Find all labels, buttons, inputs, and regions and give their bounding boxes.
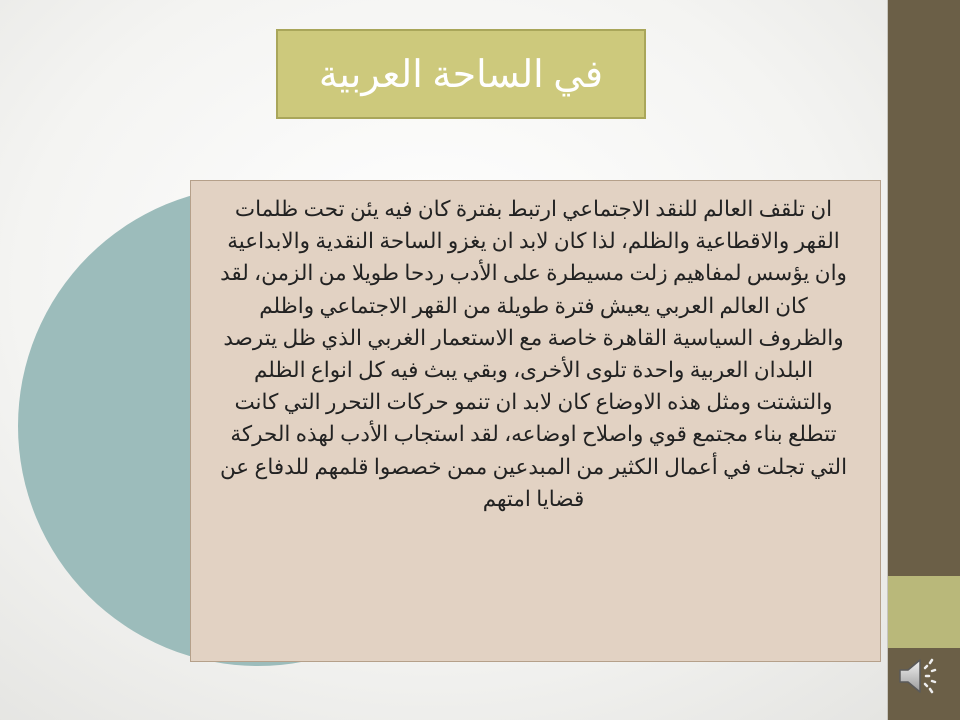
body-paragraph: ان تلقف العالم للنقد الاجتماعي ارتبط بفترة كان فيه يئن تحت ظلمات القهر والاقطاعية والظلم، لذا كان لابد ان يغزو الساحة النقدية والابداعية وان يؤسس لمفاهيم زلت مسيطرة على الأدب ردحا طويلا من الزمن، لقد كان العالم العربي يعيش فترة طويلة من القهر الاجتماعي واظلم والظروف السياسية القاهرة خاصة مع الاستعمار الغربي الذي ظل يترصد البلدان العربية واحدة تلوى الأخرى، وبقي يبث فيه كل انواع الظلم والتشتت ومثل هذه الاوضاع كان لابد ان تنمو حركات التحرر التي كانت تتطلع بناء مجتمع قوي واصلاح اوضاعه، لقد استجاب الأدب لهذه الحركة التي تجلت في أعمال الكثير من المبدعين ممن خصصوا قلمهم للدفاع عن قضايا امتهم [219, 197, 848, 511]
sidebar-accent-block [888, 576, 960, 648]
speaker-audio-icon[interactable] [896, 656, 944, 696]
title-box [276, 29, 646, 119]
body-text-box [190, 180, 881, 662]
slide-title: في الساحة العربية [318, 53, 604, 96]
decorative-sidebar [888, 0, 960, 720]
sidebar-top-block [888, 0, 960, 576]
